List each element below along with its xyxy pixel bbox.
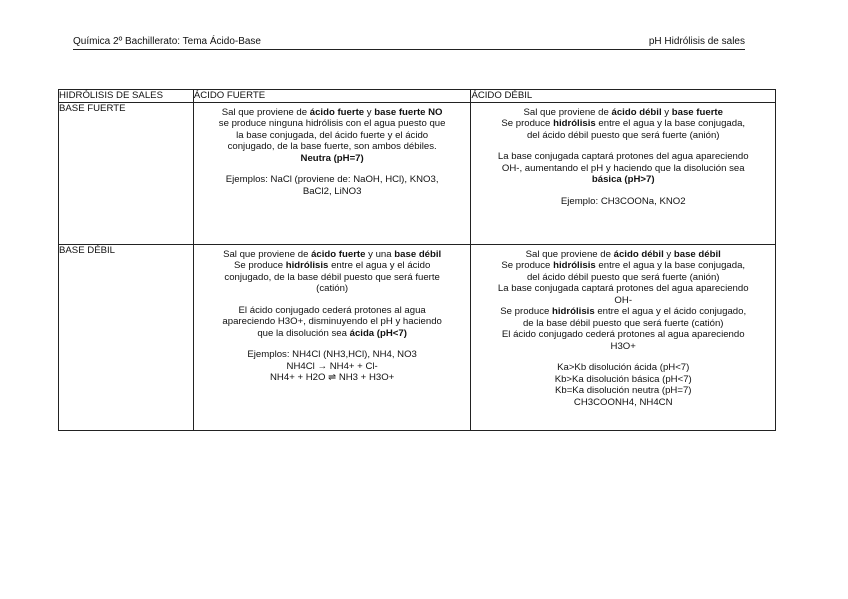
table-row-weak-base (59, 244, 776, 430)
text-line: CH3COONH4, NH4CN (573, 396, 673, 408)
cell-strong-base-weak-acid (471, 102, 776, 244)
text-line: Ka>Kb disolución ácida (pH<7) (557, 362, 690, 373)
page-header (73, 37, 745, 50)
cell-strong-base-strong-acid (193, 102, 471, 244)
text-line: La base conjugada captará protones del agua apareciendo (497, 151, 749, 162)
text-line: Kb=Ka disolución neutra (pH=7) (554, 385, 692, 396)
text-line: Se produce hidrólisis entre el agua y el ácido (234, 260, 431, 271)
text-line: conjugado, de la base débil puesto que será fuerte (224, 271, 440, 283)
text-line: El ácido conjugado cederá protones al agua apareciendo (501, 329, 745, 340)
text-line: H3O+ (610, 340, 636, 352)
header-cell-strong-acid: ÁCIDO FUERTE (193, 90, 471, 103)
text-line: OH- (614, 294, 633, 306)
cell-weak-base-strong-acid (193, 244, 471, 430)
text-line: conjugado, de la base fuerte, son ambos débiles. (227, 141, 437, 152)
text-line: Ejemplos: NaCl (proviene de: NaOH, HCl), KNO3, (225, 174, 439, 185)
text-line: Se produce hidrólisis entre el agua y la base conjugada, (501, 118, 746, 129)
text-line: se produce ninguna hidrólisis con el agua puesto que (218, 118, 446, 129)
header-subject: Química 2º Bachillerato: Tema Ácido-Base (73, 36, 261, 47)
row-header-weak-base: BASE DÉBIL (59, 244, 194, 430)
text-line: BaCl2, LiNO3 (302, 185, 362, 197)
text-line: la base conjugada, del ácido fuerte y el ácido (236, 129, 429, 141)
header-topic: pH Hidrólisis de sales (648, 36, 745, 47)
text-line: Se produce hidrólisis entre el agua y la base conjugada, (501, 260, 746, 271)
text-line: apareciendo H3O+, disminuyendo el pH y haciendo (222, 316, 442, 327)
text-line: La base conjugada captará protones del agua apareciendo (497, 283, 749, 294)
header-cell-hydrolysis: HIDRÓLISIS DE SALES (59, 90, 194, 103)
table-row-strong-base (59, 102, 776, 244)
text-line: OH-, aumentando el pH y haciendo que la disolución sea (501, 162, 745, 174)
text-line: (catión) (316, 283, 349, 294)
hydrolysis-table (58, 89, 776, 431)
text-line: Ejemplo: CH3COONa, KNO2 (560, 195, 686, 207)
text-line: NH4+ + H2O ⇌ NH3 + H3O+ (270, 372, 395, 383)
row-header-strong-base: BASE FUERTE (59, 102, 194, 244)
text-line: El ácido conjugado cederá protones al agua (238, 304, 426, 316)
text-line: Kb>Ka disolución básica (pH<7) (554, 373, 692, 385)
text-line: que la disolución sea ácida (pH<7) (257, 327, 407, 339)
text-line: Sal que proviene de ácido fuerte y base fuerte NO (221, 106, 443, 118)
text-line: del ácido débil puesto que será fuerte (anión) (526, 129, 720, 141)
text-line: Se produce hidrólisis entre el agua y el ácido conjugado, (500, 306, 747, 317)
text-line: Neutra (pH=7) (300, 152, 364, 164)
text-line: básica (pH>7) (591, 174, 655, 185)
text-line: Ejemplos: NH4Cl (NH3,HCl), NH4, NO3 (247, 349, 417, 360)
header-cell-weak-acid: ÁCIDO DÉBIL (471, 90, 776, 103)
text-line: Sal que proviene de ácido fuerte y una base débil (223, 248, 442, 260)
text-line: Sal que proviene de ácido débil y base débil (525, 248, 721, 260)
cell-weak-base-weak-acid (471, 244, 776, 430)
text-line: de la base débil puesto que será fuerte (catión) (522, 317, 724, 329)
text-line: del ácido débil puesto que será fuerte (anión) (526, 271, 720, 283)
text-line: Sal que proviene de ácido débil y base fuerte (523, 106, 723, 118)
text-line: NH4Cl → NH4+ + Cl- (286, 360, 378, 372)
table-header-row (59, 90, 776, 103)
